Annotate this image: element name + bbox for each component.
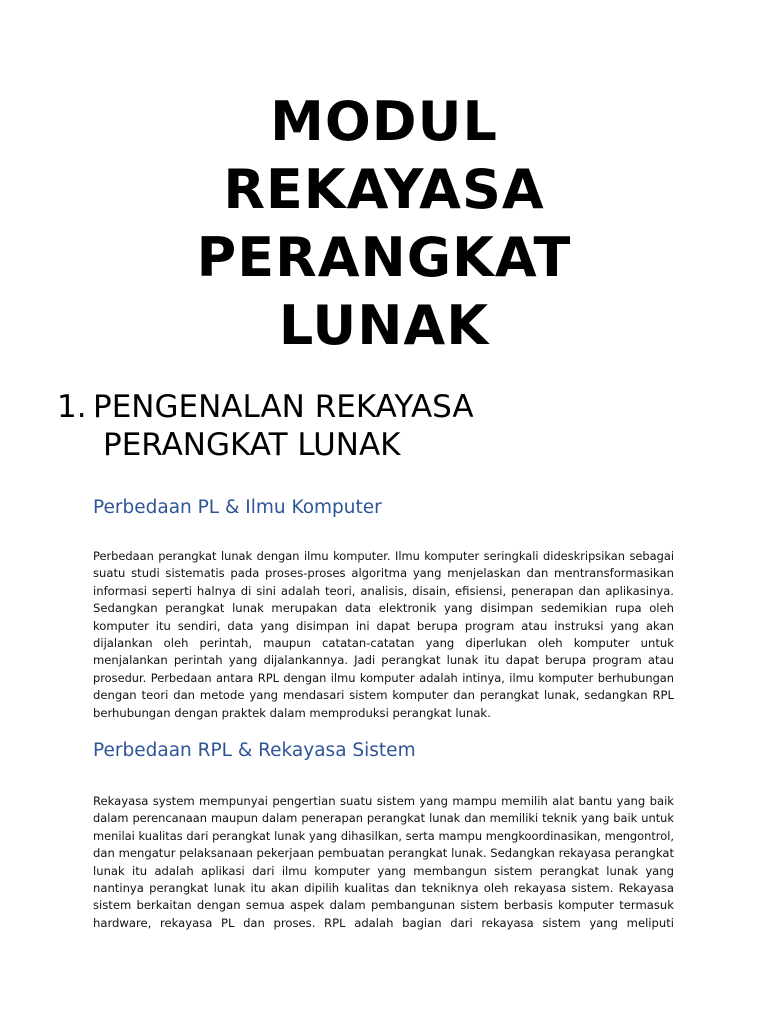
paragraph-line: dengan teori dan metode yang mendasari sistem komputer dan perangkat lunak, sedangkan RPL (93, 688, 674, 703)
chapter-title (93, 388, 633, 464)
paragraph-line: nantinya perangkat lunak itu akan dipilih kualitas dan tekniknya oleh rekayasa sistem. Rekayasa (93, 881, 674, 896)
paragraph-line: sistem berkaitan dengan semua aspek dalam pembangunan sistem berbasis komputer termasuk (93, 898, 674, 913)
title-line: REKAYASA (223, 158, 545, 221)
paragraph-line: menjalankan perintah yang dijalankannya. Jadi perangkat lunak itu dapat berupa program atau (93, 653, 674, 668)
title-line: LUNAK (278, 294, 490, 357)
paragraph-line: komputer itu sendiri, data yang disimpan ini dapat berupa program atau instruksi yang akan (93, 618, 674, 633)
paragraph-line: suatu studi sistematis pada proses-proses algoritma yang menjelaskan dan mentransformasikan (93, 566, 674, 581)
chapter-title-line: PERANGKAT LUNAK (103, 427, 401, 463)
document-title (84, 88, 684, 360)
section-heading-pl-ilmu-komputer: Perbedaan PL & Ilmu Komputer (93, 497, 382, 518)
section-paragraph-pl-ilmu-komputer (93, 548, 674, 722)
title-line: MODUL (270, 90, 498, 153)
title-line: PERANGKAT (196, 226, 572, 289)
paragraph-line: menilai kualitas dari perangkat lunak yang dihasilkan, serta mampu mengkoordinasikan, mengontrol, (93, 828, 674, 843)
section-heading-rpl-rekayasa-sistem: Perbedaan RPL & Rekayasa Sistem (93, 740, 416, 761)
paragraph-line: Rekayasa system mempunyai pengertian suatu sistem yang mampu memilih alat bantu yang baik (93, 794, 674, 808)
paragraph-line: Perbedaan perangkat lunak dengan ilmu komputer. Ilmu komputer seringkali dideskripsikan sebagai (93, 549, 674, 563)
paragraph-line: informasi seperti halnya di sini adalah teori, analisis, disain, efisiensi, penerapan dan aplikasinya. (93, 583, 674, 598)
paragraph-line: lunak itu adalah aplikasi dari ilmu komputer yang membangun sistem perangkat lunak yang (93, 863, 674, 878)
paragraph-line: Sedangkan perangkat lunak merupakan data elektronik yang disimpan sedemikian rupa oleh (93, 601, 674, 616)
paragraph-line: dijalankan oleh perintah, maupun catatan-catatan yang diperlukan oleh komputer untuk (93, 636, 674, 651)
paragraph-line: dalam perencanaan maupun dalam penerapan perangkat lunak dan memiliki teknik yang baik untuk (93, 811, 674, 826)
paragraph-line: prosedur. Perbedaan antara RPL dengan ilmu komputer adalah intinya, ilmu komputer berhubungan (93, 670, 674, 685)
paragraph-line: dan mengatur pelaksanaan pekerjaan pembuatan perangkat lunak. Sedangkan rekayasa perangkat (93, 846, 674, 861)
chapter-number: 1. (57, 389, 87, 425)
paragraph-line: berhubungan dengan praktek dalam memproduksi perangkat lunak. (93, 705, 491, 720)
section-paragraph-rpl-rekayasa-sistem (93, 793, 674, 932)
paragraph-line: hardware, rekayasa PL dan proses. RPL adalah bagian dari rekayasa sistem yang meliputi (93, 915, 674, 930)
chapter-title-line: PENGENALAN REKAYASA (93, 389, 474, 425)
